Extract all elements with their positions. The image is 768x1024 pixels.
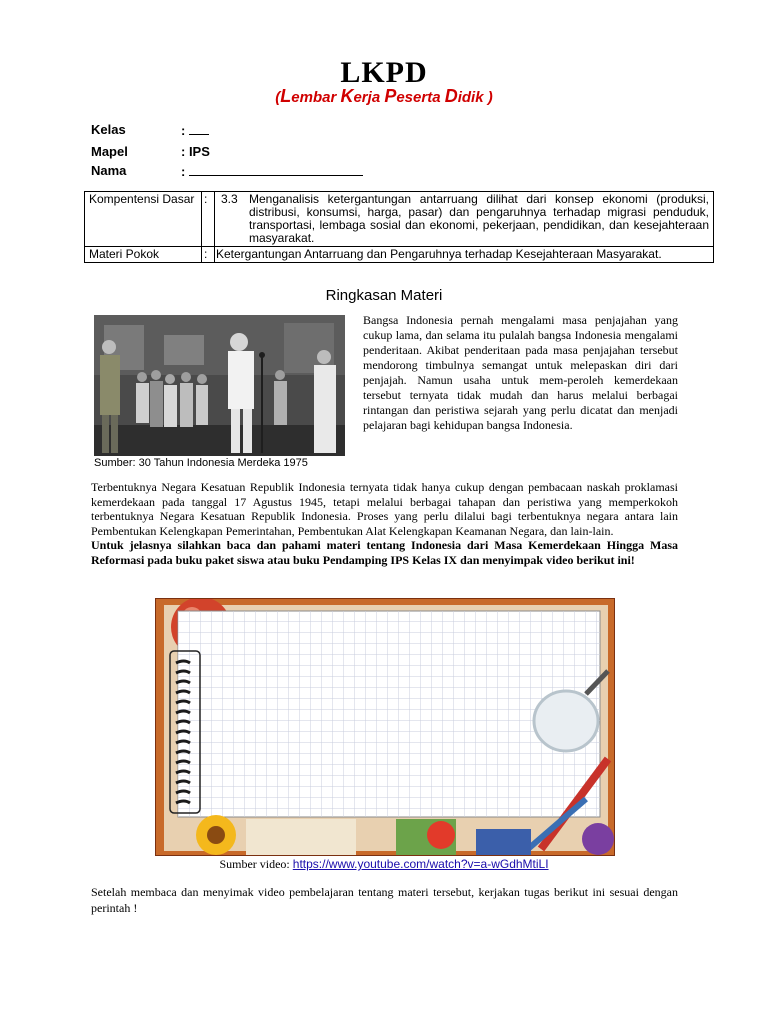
kd-number: 3.3 (221, 192, 238, 206)
subtitle-word-idik: idik ) (457, 89, 493, 106)
proclamation-photo (94, 315, 345, 456)
photo-caption: Sumber: 30 Tahun Indonesia Merdeka 1975 (94, 457, 308, 469)
video-source-label: Sumber video: (219, 857, 293, 871)
kd-colon: : (202, 192, 215, 247)
materi-pokok-text: Ketergantungan Antarruang dan Pengaruhnya terhadap Kesejahteraan Masyarakat. (216, 247, 662, 261)
subtitle-word-erja: erja (353, 89, 385, 106)
kd-label: Kompentensi Dasar (85, 192, 202, 247)
nama-blank-line[interactable] (189, 163, 363, 176)
video-link[interactable]: https://www.youtube.com/watch?v=a-wGdhMtiLI (292, 857, 549, 871)
competency-table (84, 191, 714, 263)
subtitle-initial-l: L (280, 86, 292, 106)
info-value-kelas[interactable]: : (181, 122, 209, 138)
materi-pokok-content (215, 247, 714, 263)
notebook-illustration (156, 599, 615, 856)
subtitle-initial-k: K (340, 86, 354, 106)
subtitle-initial-p: P (384, 86, 397, 106)
main-paragraph (91, 480, 678, 567)
video-frame-image[interactable] (155, 598, 615, 856)
subtitle-word-embar: embar (291, 89, 341, 106)
info-label-nama: Nama (91, 163, 127, 178)
page-title: LKPD (340, 56, 428, 89)
table-row-materi-pokok (85, 247, 714, 263)
subtitle-initial-d: D (444, 86, 458, 106)
video-source (0, 857, 768, 872)
intro-paragraph: Bangsa Indonesia pernah mengalami masa penjajahan yang cukup lama, dan selama itu pulalah bangsa Indonesia mengalami penderitaan. Akibat penderitaan pada masa penjajahan tersebut mendorong timbulnya semangat untuk melepaskan diri dari penjajah. Namun usaha untuk mem-peroleh kemerdekaan tersebut ternyata tidak mudah dan harus melalui berbagai rintangan dan peristiwa sejarah yang perlu dicatat dan menjadi pelajaran bagi kehidupan bangsa Indonesia. (363, 313, 678, 432)
closing-paragraph: Setelah membaca dan menyimak video pembelajaran tentang materi tersebut, kerjakan tugas berikut ini sesuai dengan perintah ! (91, 885, 678, 915)
info-label-mapel: Mapel (91, 144, 128, 159)
subtitle-open-paren: ( (275, 89, 281, 106)
proclamation-photo-image (94, 315, 345, 456)
info-value-mapel: : IPS (181, 144, 210, 159)
kelas-blank-line[interactable] (189, 122, 209, 135)
kd-content (215, 192, 714, 247)
main-paragraph-text: Terbentuknya Negara Kesatuan Republik Indonesia ternyata tidak hanya cukup dengan pembacaan naskah proklamasi kemerdekaan pada tanggal 17 Agustus 1945, tetapi melalui berbagai tahapan dan peristiwa yang memperkokoh terbentuknya Negara Kesatuan Republik Indonesia. Proses yang perlu dilalui bagi terbentuknya negara antara lain Pembentukan Kelengkapan Pemerintahan, Pembentukan Alat Kelengkapan Keamanan Negara, dan lain-lain. (91, 480, 678, 538)
info-label-kelas: Kelas (91, 122, 126, 137)
kd-text: Menganalisis ketergantungan antarruang dilihat dari konsep ekonomi (produksi, distribusi, konsumsi, harga, pasar) dan pengaruhnya terhadap migrasi penduduk, transportasi, lembaga sosial dan ekonomi, pekerjaan, pendidikan, dan kesejahteraan masyarakat. (249, 192, 709, 245)
instruction-paragraph: Untuk jelasnya silahkan baca dan pahami materi tentang Indonesia dari Masa Kemerdekaan Hingga Masa Reformasi pada buku paket siswa atau buku Pendamping IPS Kelas IX dan menyimpak video berikut ini! (91, 538, 678, 567)
page-subtitle (0, 86, 768, 107)
subtitle-word-eserta: eserta (396, 89, 445, 106)
table-row-kompetensi (85, 192, 714, 247)
materi-pokok-label: Materi Pokok (85, 247, 202, 263)
section-title: Ringkasan Materi (325, 287, 443, 304)
info-value-nama[interactable]: : (181, 163, 363, 179)
materi-pokok-colon: : (202, 247, 215, 263)
